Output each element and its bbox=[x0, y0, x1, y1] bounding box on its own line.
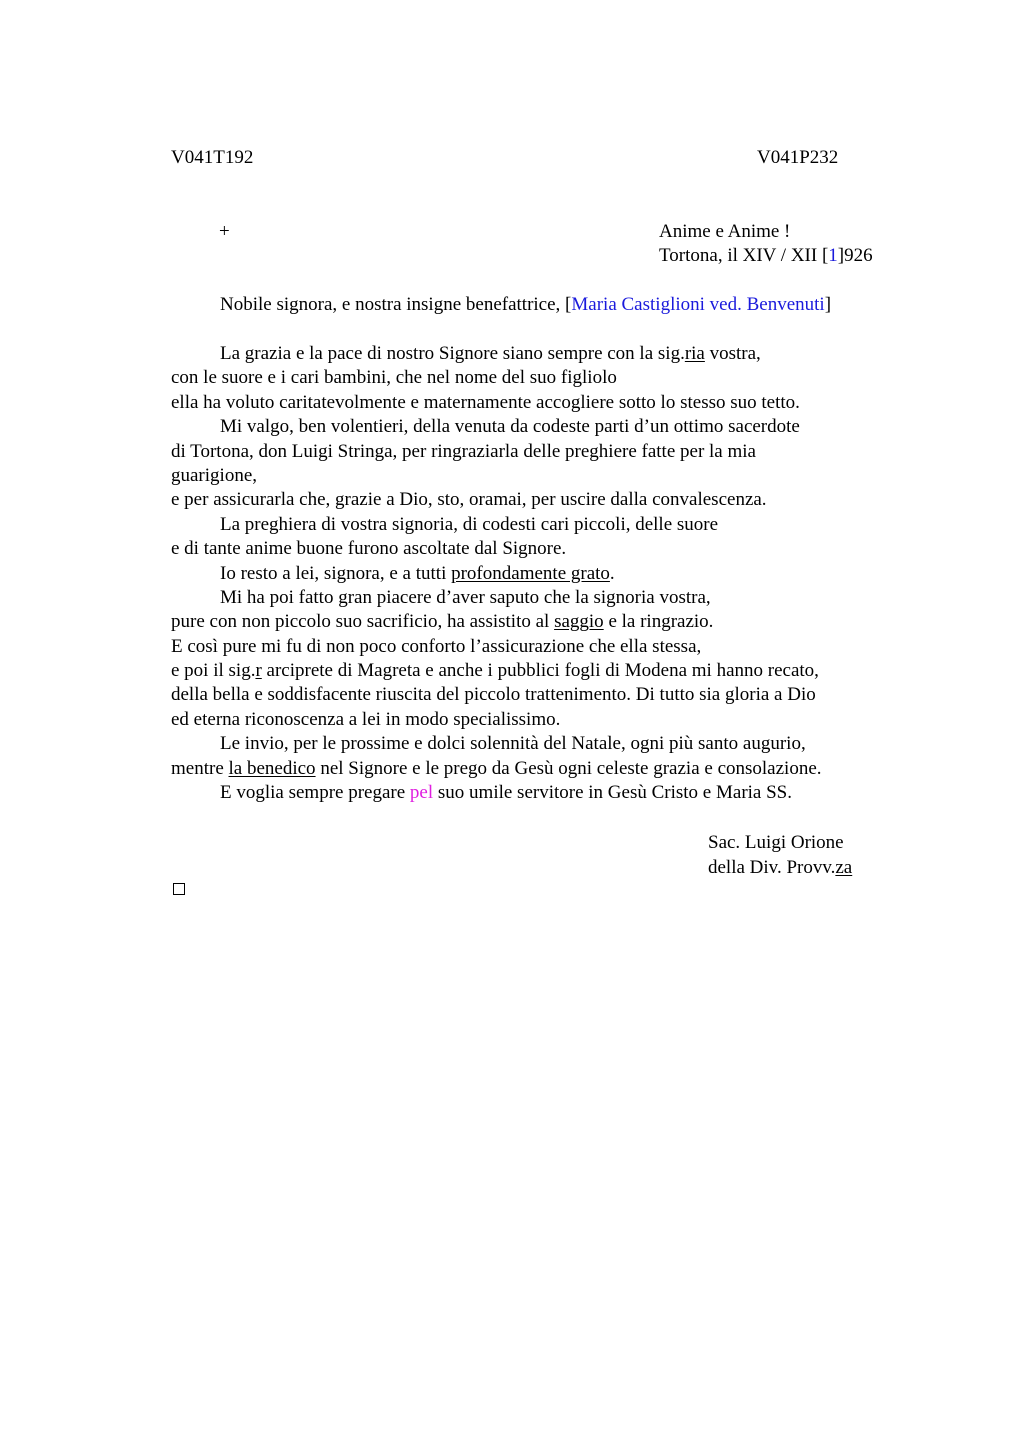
document-code-right: V041P232 bbox=[757, 147, 839, 168]
underlined-text: r bbox=[255, 660, 262, 682]
body-line: ella ha voluto caritatevolmente e maternamente accogliere sotto lo stesso suo tetto. bbox=[171, 391, 800, 413]
square-icon bbox=[173, 883, 185, 895]
cross-mark: + bbox=[219, 221, 230, 242]
body-line: con le suore e i cari bambini, che nel nome del suo figliolo bbox=[171, 367, 617, 389]
body-text: Io resto a lei, signora, e a tutti bbox=[220, 562, 452, 584]
underlined-text: za bbox=[835, 857, 853, 878]
body-line: guarigione, bbox=[171, 464, 258, 486]
underlined-text: ria bbox=[684, 343, 705, 364]
signature-title bbox=[708, 856, 852, 880]
body-text: vostra, bbox=[704, 343, 761, 364]
body-text: La grazia e la pace di nostro Signore siano sempre con la sig. bbox=[220, 343, 685, 364]
underlined-text: la benedico bbox=[228, 757, 316, 779]
body-text: E voglia sempre pregare bbox=[220, 782, 410, 804]
body-line bbox=[171, 781, 891, 805]
recipient-name: Maria Castiglioni ved. Benvenuti bbox=[571, 294, 825, 315]
salutation bbox=[220, 293, 831, 317]
body-text: suo umile servitore in Gesù Cristo e Maria SS. bbox=[433, 782, 792, 804]
body-line: di Tortona, don Luigi Stringa, per ringraziarla delle preghiere fatte per la mia bbox=[171, 440, 756, 462]
body-line bbox=[171, 562, 891, 586]
body-line bbox=[171, 757, 891, 781]
body-text: nel Signore e le prego da Gesù ogni celeste grazia e consolazione. bbox=[315, 757, 822, 779]
body-text: arciprete di Magreta e anche i pubblici fogli di Modena mi hanno recato, bbox=[261, 660, 819, 682]
body-text: mentre bbox=[171, 757, 229, 779]
signature-title-text: della Div. Provv. bbox=[708, 857, 836, 878]
body-text: pure con non piccolo suo sacrificio, ha assistito al bbox=[171, 611, 555, 633]
date-editorial-digit: 1 bbox=[828, 245, 838, 266]
body-line bbox=[171, 659, 891, 683]
body-line: della bella e soddisfacente riuscita del piccolo trattenimento. Di tutto sia gloria a Dio bbox=[171, 684, 816, 706]
body-line: E così pure mi fu di non poco conforto l’assicurazione che ella stessa, bbox=[171, 635, 702, 657]
underlined-text: saggio bbox=[554, 611, 604, 633]
body-line: ed eterna riconoscenza a lei in modo specialissimo. bbox=[171, 708, 561, 730]
letter-body bbox=[171, 342, 891, 805]
body-line: Mi valgo, ben volentieri, della venuta da codeste parti d’un ottimo sacerdote bbox=[220, 416, 800, 438]
body-text: e la ringrazio. bbox=[603, 611, 714, 633]
signature-name: Sac. Luigi Orione bbox=[708, 832, 844, 853]
body-line: Le invio, per le prossime e dolci solennità del Natale, ogni più santo augurio, bbox=[220, 733, 806, 755]
body-line bbox=[171, 610, 891, 634]
salutation-close: ] bbox=[824, 294, 832, 315]
document-code-left: V041T192 bbox=[171, 147, 254, 168]
body-text: e poi il sig. bbox=[171, 660, 256, 682]
body-line: e di tante anime buone furono ascoltate dal Signore. bbox=[171, 538, 567, 560]
date-prefix: Tortona, il XIV / XII [ bbox=[659, 245, 829, 266]
motto: Anime e Anime ! bbox=[659, 221, 791, 242]
date-suffix: ]926 bbox=[837, 245, 873, 266]
body-line: La preghiera di vostra signoria, di codesti cari piccoli, delle suore bbox=[220, 513, 719, 535]
underlined-text: profondamente grato bbox=[451, 562, 610, 584]
body-text: . bbox=[609, 562, 615, 584]
date-line bbox=[659, 244, 873, 268]
body-line bbox=[171, 342, 891, 366]
salutation-text: Nobile signora, e nostra insigne benefattrice, [ bbox=[220, 294, 572, 315]
variant-text: pel bbox=[409, 782, 434, 804]
body-line: Mi ha poi fatto gran piacere d’aver saputo che la signoria vostra, bbox=[220, 586, 711, 608]
body-line: e per assicurarla che, grazie a Dio, sto, oramai, per uscire dalla convalescenza. bbox=[171, 489, 767, 511]
